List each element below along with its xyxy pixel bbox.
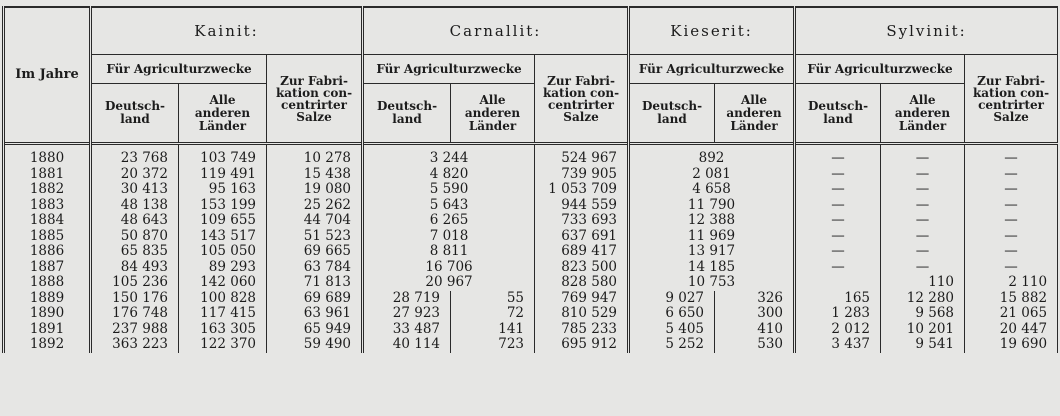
carnallit-alle-label: Alle anderen Länder <box>464 92 521 133</box>
carnallit-fabrication-cell: 785 233 <box>535 322 629 338</box>
kainit-group-header: Kainit: <box>91 7 363 55</box>
kieserit-alle-cell: 326 <box>715 291 795 307</box>
sylvinit-alle-cell: — <box>881 213 965 229</box>
kieserit-alle-cell: 530 <box>715 337 795 353</box>
kainit-alle-cell: 163 305 <box>179 322 267 338</box>
kieserit-agri-combined-cell: 11 790 <box>629 198 795 214</box>
kieserit-group-header: Kieserit: <box>629 7 795 55</box>
sylvinit-alle-cell: 12 280 <box>881 291 965 307</box>
carnallit-fabrication-cell: 739 905 <box>535 167 629 183</box>
sylvinit-fabrication-cell: — <box>965 244 1058 260</box>
carnallit-agri-combined-cell: 7 018 <box>363 229 535 245</box>
year-cell: 1882 <box>4 182 91 198</box>
sylvinit-agri-header: Für Agriculturzwecke <box>795 55 965 84</box>
sylvinit-fabrication-cell: — <box>965 167 1058 183</box>
kainit-fabrication-cell: 44 704 <box>267 213 363 229</box>
carnallit-deutschland-cell: 28 719 <box>363 291 451 307</box>
kainit-fabrication-cell: 25 262 <box>267 198 363 214</box>
kieserit-alle-header <box>715 84 795 144</box>
kainit-fabrication-cell: 69 665 <box>267 244 363 260</box>
kainit-fabrication-cell: 71 813 <box>267 275 363 291</box>
year-cell: 1890 <box>4 306 91 322</box>
sylvinit-fabrication-cell: — <box>965 260 1058 276</box>
kieserit-deutschland-label: Deutsch- land <box>641 99 703 126</box>
carnallit-alle-cell: 72 <box>451 306 535 322</box>
year-cell: 1888 <box>4 275 91 291</box>
kainit-fabrication-cell: 15 438 <box>267 167 363 183</box>
kainit-fabrication-cell: 51 523 <box>267 229 363 245</box>
kainit-alle-header <box>179 84 267 144</box>
carnallit-alle-cell: 141 <box>451 322 535 338</box>
carnallit-fabrication-cell: 733 693 <box>535 213 629 229</box>
kainit-alle-cell: 117 415 <box>179 306 267 322</box>
kainit-alle-cell: 109 655 <box>179 213 267 229</box>
carnallit-agri-combined-cell: 5 643 <box>363 198 535 214</box>
kainit-deutschland-cell: 105 236 <box>91 275 179 291</box>
salt-production-table <box>2 6 1058 353</box>
sylvinit-fabrication-cell: — <box>965 213 1058 229</box>
table-row <box>4 244 1058 260</box>
sylvinit-fabrication-cell: 19 690 <box>965 337 1058 353</box>
kieserit-agri-combined-cell: 12 388 <box>629 213 795 229</box>
sylvinit-deutschland-cell: — <box>795 244 881 260</box>
sylvinit-alle-label: Alle anderen Länder <box>894 92 951 133</box>
year-cell: 1884 <box>4 213 91 229</box>
sylvinit-deutschland-cell: 3 437 <box>795 337 881 353</box>
kainit-deutschland-cell: 237 988 <box>91 322 179 338</box>
year-cell: 1887 <box>4 260 91 276</box>
kainit-deutschland-cell: 48 138 <box>91 198 179 214</box>
table-row <box>4 306 1058 322</box>
carnallit-fabrication-cell: 828 580 <box>535 275 629 291</box>
year-cell: 1889 <box>4 291 91 307</box>
kieserit-agri-combined-cell: 10 753 <box>629 275 795 291</box>
sylvinit-deutschland-cell: — <box>795 213 881 229</box>
kieserit-deutschland-cell: 5 252 <box>629 337 715 353</box>
carnallit-fabrication-cell: 769 947 <box>535 291 629 307</box>
kainit-fabrication-header <box>267 55 363 144</box>
sylvinit-fabrication-cell: — <box>965 229 1058 245</box>
sylvinit-deutschland-cell: — <box>795 198 881 214</box>
table-header <box>4 7 1058 144</box>
sylvinit-alle-cell: 110 <box>881 275 965 291</box>
year-cell: 1892 <box>4 337 91 353</box>
year-cell: 1881 <box>4 167 91 183</box>
sylvinit-alle-cell: — <box>881 144 965 167</box>
carnallit-deutschland-cell: 27 923 <box>363 306 451 322</box>
sylvinit-deutschland-cell: — <box>795 229 881 245</box>
carnallit-deutschland-cell: 33 487 <box>363 322 451 338</box>
kainit-alle-label: Alle anderen Länder <box>194 92 251 133</box>
kainit-alle-cell: 103 749 <box>179 144 267 167</box>
kainit-fabrication-cell: 10 278 <box>267 144 363 167</box>
sylvinit-fabrication-cell: 21 065 <box>965 306 1058 322</box>
kainit-alle-cell: 119 491 <box>179 167 267 183</box>
table-row <box>4 167 1058 183</box>
table-row <box>4 198 1058 214</box>
sylvinit-deutschland-cell: — <box>795 182 881 198</box>
kieserit-agri-combined-cell: 13 917 <box>629 244 795 260</box>
kainit-alle-cell: 143 517 <box>179 229 267 245</box>
kainit-deutschland-cell: 65 835 <box>91 244 179 260</box>
kainit-deutschland-cell: 176 748 <box>91 306 179 322</box>
sylvinit-deutschland-cell <box>795 275 881 291</box>
kainit-deutschland-cell: 150 176 <box>91 291 179 307</box>
kainit-alle-cell: 95 163 <box>179 182 267 198</box>
kainit-fabrication-cell: 59 490 <box>267 337 363 353</box>
kainit-fabrication-cell: 69 689 <box>267 291 363 307</box>
table-row <box>4 213 1058 229</box>
kainit-fabrication-cell: 63 961 <box>267 306 363 322</box>
carnallit-fabrication-cell: 695 912 <box>535 337 629 353</box>
kainit-deutschland-cell: 50 870 <box>91 229 179 245</box>
table-row <box>4 322 1058 338</box>
sylvinit-deutschland-cell: 2 012 <box>795 322 881 338</box>
kieserit-agri-combined-cell: 2 081 <box>629 167 795 183</box>
sylvinit-deutschland-cell: — <box>795 260 881 276</box>
kainit-fabrication-label: Zur Fabri- kation con- centrirter Salze <box>275 73 353 124</box>
kainit-deutschland-cell: 363 223 <box>91 337 179 353</box>
kieserit-agri-header: Für Agriculturzwecke <box>629 55 795 84</box>
sylvinit-alle-cell: 10 201 <box>881 322 965 338</box>
table-row <box>4 260 1058 276</box>
year-cell: 1880 <box>4 144 91 167</box>
kieserit-alle-cell: 410 <box>715 322 795 338</box>
table-row <box>4 337 1058 353</box>
carnallit-agri-combined-cell: 4 820 <box>363 167 535 183</box>
kieserit-agri-combined-cell: 14 185 <box>629 260 795 276</box>
table-body <box>4 144 1058 353</box>
table-row <box>4 291 1058 307</box>
year-cell: 1886 <box>4 244 91 260</box>
carnallit-agri-combined-cell: 3 244 <box>363 144 535 167</box>
carnallit-group-header: Carnallit: <box>363 7 629 55</box>
kieserit-deutschland-header <box>629 84 715 144</box>
sylvinit-fabrication-header <box>965 55 1058 144</box>
kainit-deutschland-cell: 48 643 <box>91 213 179 229</box>
carnallit-agri-combined-cell: 6 265 <box>363 213 535 229</box>
sylvinit-alle-cell: — <box>881 182 965 198</box>
carnallit-fabrication-label: Zur Fabri- kation con- centrirter Salze <box>542 73 620 124</box>
carnallit-fabrication-cell: 823 500 <box>535 260 629 276</box>
carnallit-deutschland-header <box>363 84 451 144</box>
kainit-fabrication-cell: 63 784 <box>267 260 363 276</box>
sylvinit-fabrication-cell: — <box>965 198 1058 214</box>
kainit-fabrication-cell: 19 080 <box>267 182 363 198</box>
carnallit-agri-combined-cell: 8 811 <box>363 244 535 260</box>
kainit-deutschland-header <box>91 84 179 144</box>
carnallit-fabrication-cell: 810 529 <box>535 306 629 322</box>
carnallit-agri-combined-cell: 16 706 <box>363 260 535 276</box>
kieserit-agri-combined-cell: 4 658 <box>629 182 795 198</box>
kainit-deutschland-cell: 30 413 <box>91 182 179 198</box>
year-cell: 1891 <box>4 322 91 338</box>
kieserit-deutschland-cell: 5 405 <box>629 322 715 338</box>
kainit-deutschland-cell: 20 372 <box>91 167 179 183</box>
kieserit-deutschland-cell: 9 027 <box>629 291 715 307</box>
carnallit-fabrication-cell: 689 417 <box>535 244 629 260</box>
sylvinit-alle-cell: 9 568 <box>881 306 965 322</box>
kainit-alle-cell: 142 060 <box>179 275 267 291</box>
kainit-alle-cell: 89 293 <box>179 260 267 276</box>
kainit-fabrication-cell: 65 949 <box>267 322 363 338</box>
sylvinit-group-header: Sylvinit: <box>795 7 1058 55</box>
sylvinit-fabrication-cell: 20 447 <box>965 322 1058 338</box>
table-row <box>4 275 1058 291</box>
sylvinit-alle-cell: 9 541 <box>881 337 965 353</box>
kieserit-alle-label: Alle anderen Länder <box>726 92 782 133</box>
kieserit-deutschland-cell: 6 650 <box>629 306 715 322</box>
table-row <box>4 182 1058 198</box>
carnallit-deutschland-cell: 40 114 <box>363 337 451 353</box>
sylvinit-deutschland-cell: — <box>795 144 881 167</box>
sylvinit-deutschland-label: Deutsch- land <box>807 99 869 126</box>
table-row <box>4 144 1058 167</box>
kainit-agri-header: Für Agriculturzwecke <box>91 55 267 84</box>
sylvinit-alle-header <box>881 84 965 144</box>
kainit-deutschland-label: Deutsch- land <box>104 99 166 126</box>
carnallit-agri-combined-cell: 5 590 <box>363 182 535 198</box>
sylvinit-fabrication-cell: 2 110 <box>965 275 1058 291</box>
carnallit-fabrication-cell: 637 691 <box>535 229 629 245</box>
carnallit-fabrication-cell: 524 967 <box>535 144 629 167</box>
sylvinit-fabrication-cell: — <box>965 144 1058 167</box>
kainit-alle-cell: 100 828 <box>179 291 267 307</box>
carnallit-agri-header: Für Agriculturzwecke <box>363 55 535 84</box>
sylvinit-deutschland-cell: 165 <box>795 291 881 307</box>
kainit-alle-cell: 105 050 <box>179 244 267 260</box>
kainit-deutschland-cell: 84 493 <box>91 260 179 276</box>
table-row <box>4 229 1058 245</box>
sylvinit-deutschland-cell: — <box>795 167 881 183</box>
year-column-header: Im Jahre <box>4 7 91 144</box>
kainit-alle-cell: 122 370 <box>179 337 267 353</box>
carnallit-fabrication-cell: 944 559 <box>535 198 629 214</box>
sylvinit-deutschland-cell: 1 283 <box>795 306 881 322</box>
carnallit-alle-cell: 55 <box>451 291 535 307</box>
sylvinit-fabrication-cell: 15 882 <box>965 291 1058 307</box>
carnallit-deutschland-label: Deutsch- land <box>376 99 438 126</box>
carnallit-alle-header <box>451 84 535 144</box>
year-cell: 1885 <box>4 229 91 245</box>
sylvinit-alle-cell: — <box>881 260 965 276</box>
kieserit-agri-combined-cell: 892 <box>629 144 795 167</box>
sylvinit-deutschland-header <box>795 84 881 144</box>
sylvinit-fabrication-cell: — <box>965 182 1058 198</box>
kainit-deutschland-cell: 23 768 <box>91 144 179 167</box>
carnallit-agri-combined-cell: 20 967 <box>363 275 535 291</box>
sylvinit-alle-cell: — <box>881 229 965 245</box>
year-cell: 1883 <box>4 198 91 214</box>
sylvinit-alle-cell: — <box>881 167 965 183</box>
sylvinit-fabrication-label: Zur Fabri- kation con- centrirter Salze <box>972 73 1050 124</box>
kieserit-agri-combined-cell: 11 969 <box>629 229 795 245</box>
sylvinit-alle-cell: — <box>881 244 965 260</box>
kieserit-alle-cell: 300 <box>715 306 795 322</box>
sylvinit-alle-cell: — <box>881 198 965 214</box>
carnallit-fabrication-header <box>535 55 629 144</box>
carnallit-alle-cell: 723 <box>451 337 535 353</box>
kainit-alle-cell: 153 199 <box>179 198 267 214</box>
carnallit-fabrication-cell: 1 053 709 <box>535 182 629 198</box>
